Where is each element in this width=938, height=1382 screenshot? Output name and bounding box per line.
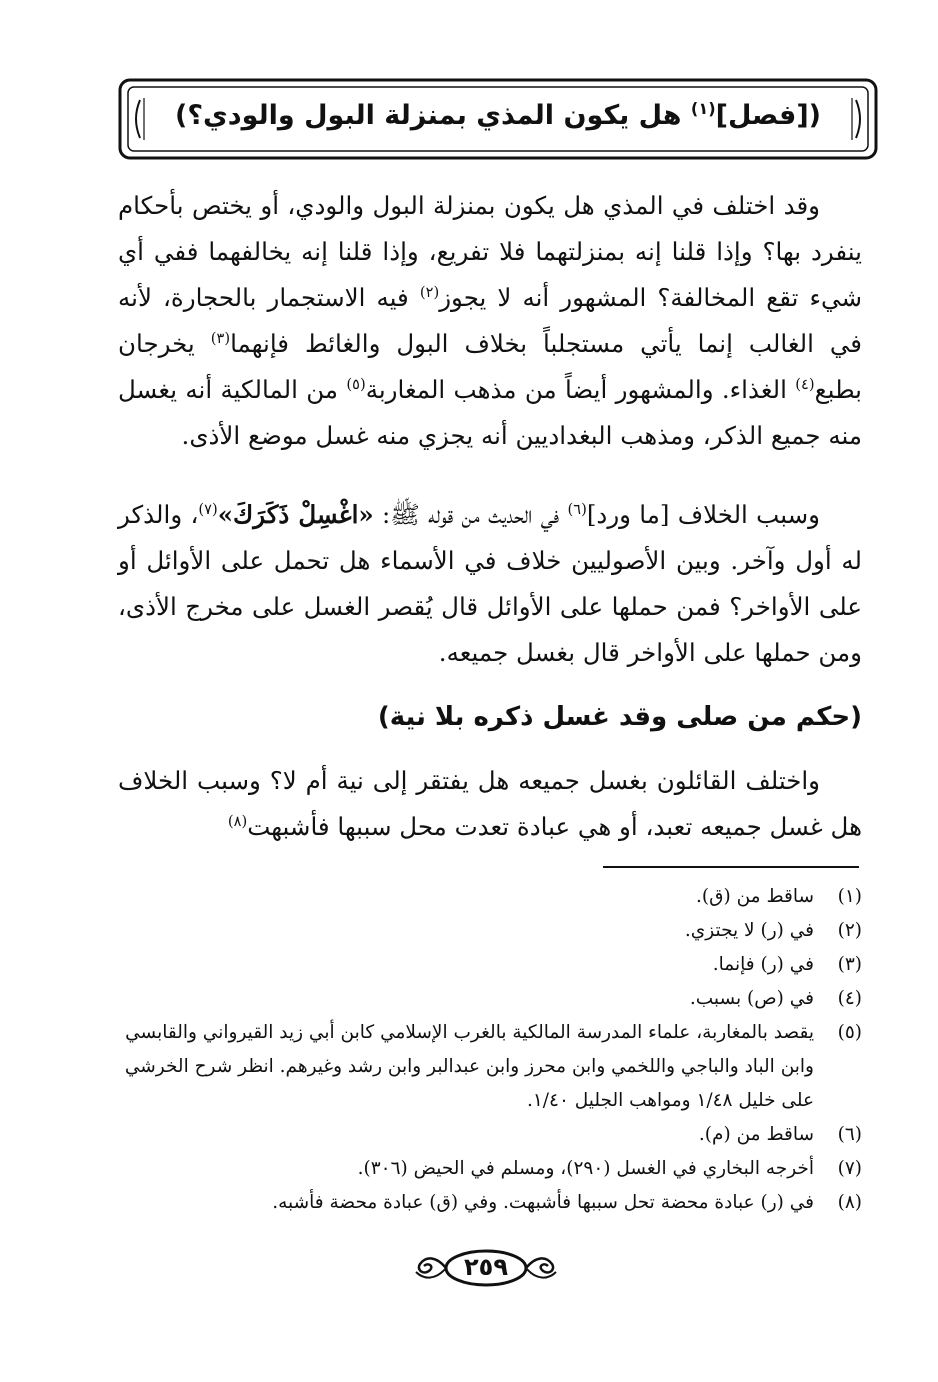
footnote-ref[interactable]: (٣) <box>210 329 231 347</box>
footnote-number: (٣) <box>837 954 862 975</box>
page-number-ornament <box>408 1246 564 1290</box>
text-run: ، والذكر له أول وآخر. وبين الأصوليين خلاف في الأسماء هل تحمل على الأوائل أو على الأواخر؟ فمن حملها على الأوائل قال يُقصر الغسل على مخرج الأذى، ومن حملها على الأواخر قال بغسل جميعه. <box>118 500 862 667</box>
footnote-item <box>118 1016 862 1118</box>
footnote-divider <box>603 866 859 868</box>
text-run: وسبب الخلاف [ما ورد] <box>586 500 820 529</box>
footnote-text: في (ر) عبادة محضة تحل سببها فأشبهت. وفي (ق) عبادة محضة فأشبه. <box>272 1192 814 1213</box>
footnote-ref[interactable]: (٤) <box>795 375 815 393</box>
footnote-text: في (ص) بسبب. <box>689 988 814 1009</box>
text-run: في الحديث من قوله ﷺ: <box>373 500 568 529</box>
footnote-item <box>118 948 862 982</box>
footnote-number: (٤) <box>837 988 862 1009</box>
chapter-title-main: ([فصل] <box>715 100 822 131</box>
footnote-ref[interactable]: (٦) <box>567 500 587 518</box>
footnote-ref[interactable]: (٢) <box>419 283 440 301</box>
footnote-text: أخرجه البخاري في الغسل (٢٩٠)، ومسلم في الحيض (٣٠٦). <box>357 1158 814 1179</box>
footnote-number: (٧) <box>837 1158 862 1179</box>
footnote-item <box>118 1118 862 1152</box>
footnote-text: في (ر) لا يجتزي. <box>684 920 814 941</box>
text-run: من المالكية أنه يغسل منه جميع الذكر، ومذهب البغداديين أنه يجزي منه غسل موضع الأذى. <box>118 375 862 450</box>
footnote-item <box>118 1152 862 1186</box>
text-run: واختلف القائلون بغسل جميعه هل يفتقر إلى نية أم لا؟ وسبب الخلاف هل غسل جميعه تعبد، أو هي عبادة تعدت محل سببها فأشبهت <box>118 766 862 841</box>
chapter-title-rest: هل يكون المذي بمنزلة البول والودي؟) <box>174 100 691 131</box>
paragraph-3 <box>118 758 862 850</box>
footnote-item <box>118 914 862 948</box>
footnote-number: (٥) <box>837 1022 862 1043</box>
text-run: وقد اختلف في المذي هل يكون بمنزلة البول والودي، أو يختص بأحكام ينفرد بها؟ وإذا قلنا إنه بمنزلتهما فلا تفريع، وإذا قلنا إنه يخالفهما ففي أي شيء تقع المخالفة؟ المشهور أنه لا يجوز <box>118 191 862 312</box>
page-number: ٢٥٩ <box>464 1253 508 1281</box>
footnote-ref[interactable]: (٨) <box>227 812 248 830</box>
footnote-number: (٦) <box>837 1124 862 1145</box>
footnote-item <box>118 982 862 1016</box>
paragraph-2 <box>118 492 862 676</box>
text-run: يخرجان بطبع <box>118 329 862 404</box>
text-run: الغذاء. والمشهور أيضاً من مذهب المغاربة <box>365 375 796 404</box>
chapter-title-frame <box>118 78 878 160</box>
footnote-number: (١) <box>837 886 862 907</box>
footnote-text: ساقط من (م). <box>698 1124 814 1145</box>
footnote-item <box>118 1186 862 1220</box>
footnote-text: يقصد بالمغاربة، علماء المدرسة المالكية بالغرب الإسلامي كابن أبي زيد القيرواني والقابسي وابن الباد والباجي واللخمي وابن محرز وابن عبدالبر وابن رشد وغيرهم. انظر شرح الخرشي على خليل ١/٤٨ ومواهب الجليل ١/٤٠. <box>124 1022 814 1111</box>
section-subheading: (حكم من صلى وقد غسل ذكره بلا نية) <box>377 702 862 732</box>
paragraph-1 <box>118 183 862 459</box>
footnote-ref[interactable]: (٥) <box>346 375 366 393</box>
hadith-quote: «اغْسِلْ ذَكَرَكَ» <box>217 500 374 529</box>
footnote-ref[interactable]: (١) <box>690 99 716 118</box>
footnote-item <box>118 880 862 914</box>
footnote-text: في (ر) فإنما. <box>712 954 814 975</box>
footnote-number: (٢) <box>837 920 862 941</box>
footnotes-list <box>118 880 862 1220</box>
chapter-title <box>118 96 878 136</box>
footnote-number: (٨) <box>837 1192 862 1213</box>
text-run: فيه الاستجمار بالحجارة، لأنه في الغالب إنما يأتي مستجلباً بخلاف البول والغائط فإنهما <box>118 283 862 358</box>
footnote-ref[interactable]: (٧) <box>198 500 218 518</box>
footnote-text: ساقط من (ق). <box>696 886 814 907</box>
